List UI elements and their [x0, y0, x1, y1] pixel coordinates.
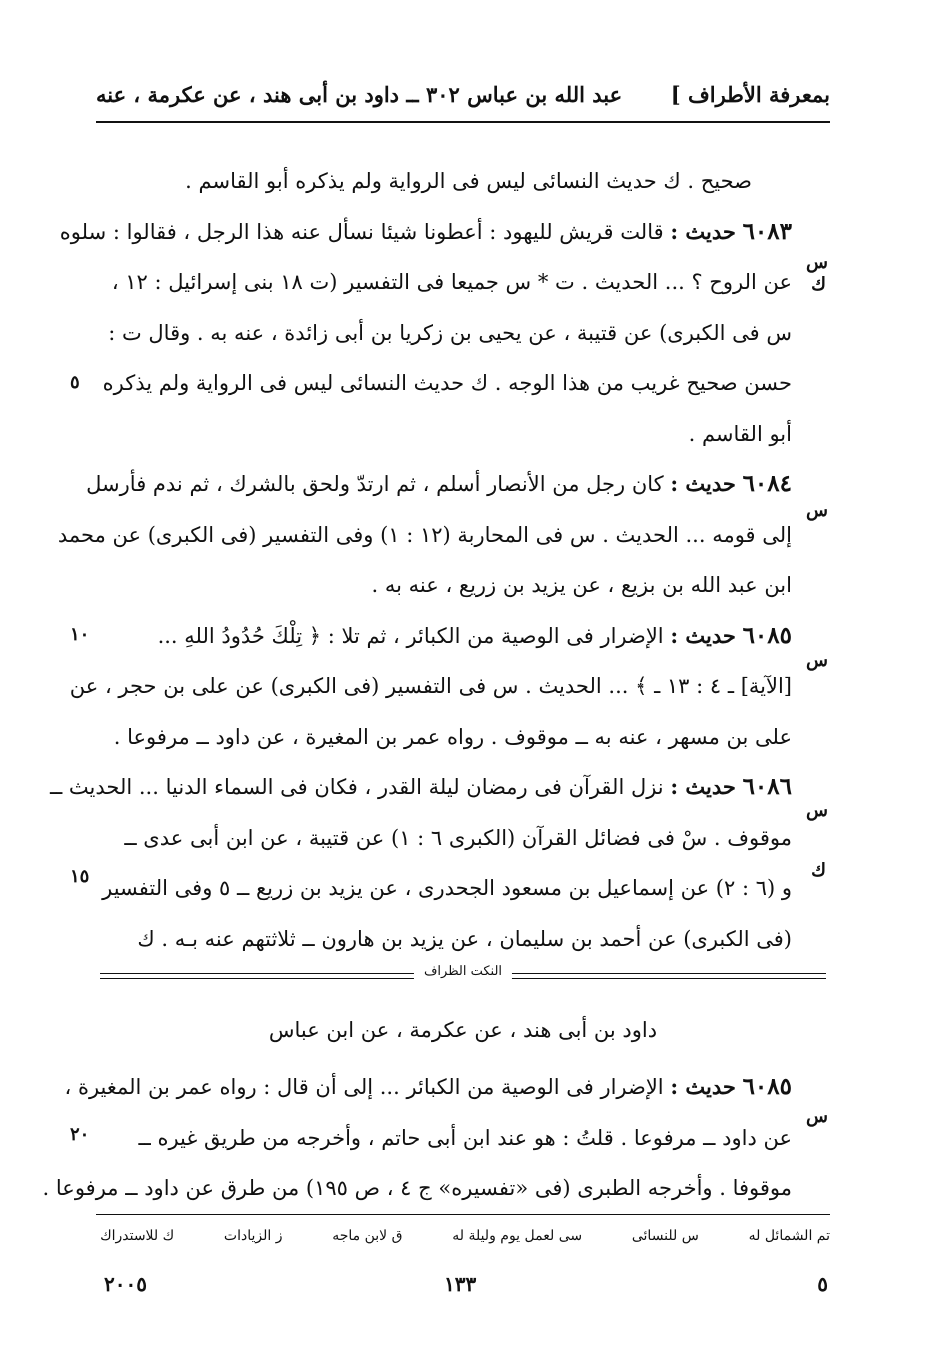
footnote-rule	[96, 1214, 830, 1215]
margin-siglum-s: س	[806, 500, 828, 521]
text-line: الإضرار فى الوصية من الكبائر ... إلى أن قال : رواه عمر بن المغيرة ،	[64, 1075, 664, 1099]
footnote-abbreviations	[100, 1228, 830, 1244]
hadith-number: ٦٠٨٥	[742, 621, 792, 649]
hadith-entry-6086	[49, 762, 792, 813]
text-line: موقوفا . وأخرجه الطبرى (فى «تفسيره» ج ٤ ، ص ١٩٥) من طرق عن داود ــ مرفوعا .	[42, 1176, 792, 1200]
text-line: و (٦ : ٢) عن إسماعيل بن مسعود الجحدرى ، عن يزيد بن زريع ــ ٥ وفى التفسير	[102, 876, 792, 900]
text-line: موقوف . سْ فى فضائل القرآن (الكبرى ٦ : ١) عن قتيبة ، عن ابن أبى عدى ــ	[124, 825, 792, 850]
hadith-keyword: حديث :	[670, 471, 736, 496]
text-line: ابن عبد الله بن بزيع ، عن يزيد بن زريع ، عنه به .	[371, 573, 792, 597]
hadith-number: ٦٠٨٦	[742, 773, 792, 800]
text-line: صحيح . ك حديث النسائى ليس فى الرواية ولم يذكره أبو القاسم .	[185, 169, 752, 193]
header-chapter-title: عبد الله بن عباس ٣٠٢ ــ داود بن أبى هند ، عن عكرمة ، عنه	[96, 82, 623, 107]
hadith-entry-6083	[59, 207, 792, 258]
folio-left: ٢٠٠٥	[104, 1272, 147, 1296]
text-line: الإضرار فى الوصية من الكبائر ، ثم تلا : ﴿ تِلْكَ حُدُودُ اللهِ ...	[157, 623, 664, 648]
header-rule	[96, 121, 830, 123]
footnote-item: ك للاستدراك	[100, 1228, 175, 1244]
line-number-20: ٢٠	[70, 1124, 90, 1145]
folio-right: ٥	[817, 1272, 828, 1296]
section-divider	[100, 966, 826, 986]
margin-siglum-k: ك	[811, 274, 826, 295]
section-subtitle: داود بن أبى هند ، عن عكرمة ، عن ابن عباس	[268, 1018, 658, 1042]
text-line: [الآية] ـ ٤ : ١٣ ـ ﴾ ... الحديث . س فى التفسير (فى الكبرى) عن على بن حجر ، عن	[69, 674, 792, 698]
text-line: عن داود ــ مرفوعا . قلتُ : هو عند ابن أبى حاتم ، وأخرجه من طريق غيره ــ	[138, 1125, 792, 1150]
text-line: نزل القرآن فى رمضان ليلة القدر ، فكان فى السماء الدنيا ... الحديث ــ	[49, 775, 664, 799]
header-section-title: بمعرفة الأطراف ]	[670, 82, 830, 107]
text-line: أبو القاسم .	[688, 421, 792, 446]
hadith-entry-6084	[86, 459, 792, 510]
hadith-number: ٦٠٨٤	[742, 470, 792, 497]
footnote-item: ز الزيادات	[223, 1228, 283, 1244]
text-line: على بن مسهر ، عنه به ــ موقوف . رواه عمر بن المغيرة ، عن داود ــ مرفوعا .	[113, 724, 792, 749]
divider-label: النكت الظراف	[414, 964, 512, 979]
footnote-item: س للنسائى	[631, 1228, 699, 1244]
text-line: (فى الكبرى) عن أحمد بن سليمان ، عن يزيد بن هارون ــ ثلاثتهم عنه بـه . ك	[137, 926, 792, 951]
hadith-keyword: حديث :	[670, 1074, 736, 1099]
footnote-item: سى لعمل يوم وليلة له	[452, 1228, 583, 1244]
hadith-entry-6085	[96, 611, 792, 662]
text-line: عن الروح ؟ ... الحديث . ت * س جميعا فى التفسير (ت ١٨ بنى إسرائيل : ١٢ ،	[111, 270, 792, 294]
footnote-item: تم الشمائل له	[748, 1228, 830, 1244]
margin-siglum-s: س	[806, 650, 828, 671]
text-line: حسن صحيح غريب من هذا الوجه . ك حديث النسائى ليس فى الرواية ولم يذكره	[102, 371, 792, 395]
text-line: إلى قومه ... الحديث . س فى المحاربة (١٢ : ١) وفى التفسير (فى الكبرى) عن محمد	[57, 522, 792, 547]
text-line: س فى الكبرى) عن قتيبة ، عن يحيى بن زكريا بن أبى زائدة ، عنه به . وقال ت :	[108, 320, 792, 345]
hadith-keyword: حديث :	[670, 218, 736, 244]
hadith-keyword: حديث :	[670, 622, 736, 648]
margin-siglum-s: س	[806, 252, 828, 273]
running-header	[96, 82, 830, 118]
line-number-15: ١٥	[70, 866, 90, 887]
hadith-entry-6085-nukat	[64, 1062, 792, 1113]
line-number-10: ١٠	[70, 624, 90, 645]
line-number-5: ٥	[70, 372, 80, 393]
text-line: كان رجل من الأنصار أسلم ، ثم ارتدّ ولحق بالشرك ، ثم ندم فأرسل	[86, 472, 664, 496]
text-line: قالت قريش لليهود : أعطونا شيئا نسأل عنه هذا الرجل ، فقالوا : سلوه	[59, 219, 664, 244]
footnote-item: ق لابن ماجه	[332, 1228, 403, 1244]
hadith-keyword: حديث :	[670, 774, 736, 799]
hadith-number: ٦٠٨٣	[742, 217, 792, 245]
hadith-number: ٦٠٨٥	[742, 1073, 792, 1100]
page-number: ١٣٣	[444, 1272, 477, 1296]
margin-siglum-s: س	[806, 1106, 828, 1127]
margin-siglum-s: س	[806, 800, 828, 821]
margin-siglum-k: ك	[811, 860, 826, 881]
